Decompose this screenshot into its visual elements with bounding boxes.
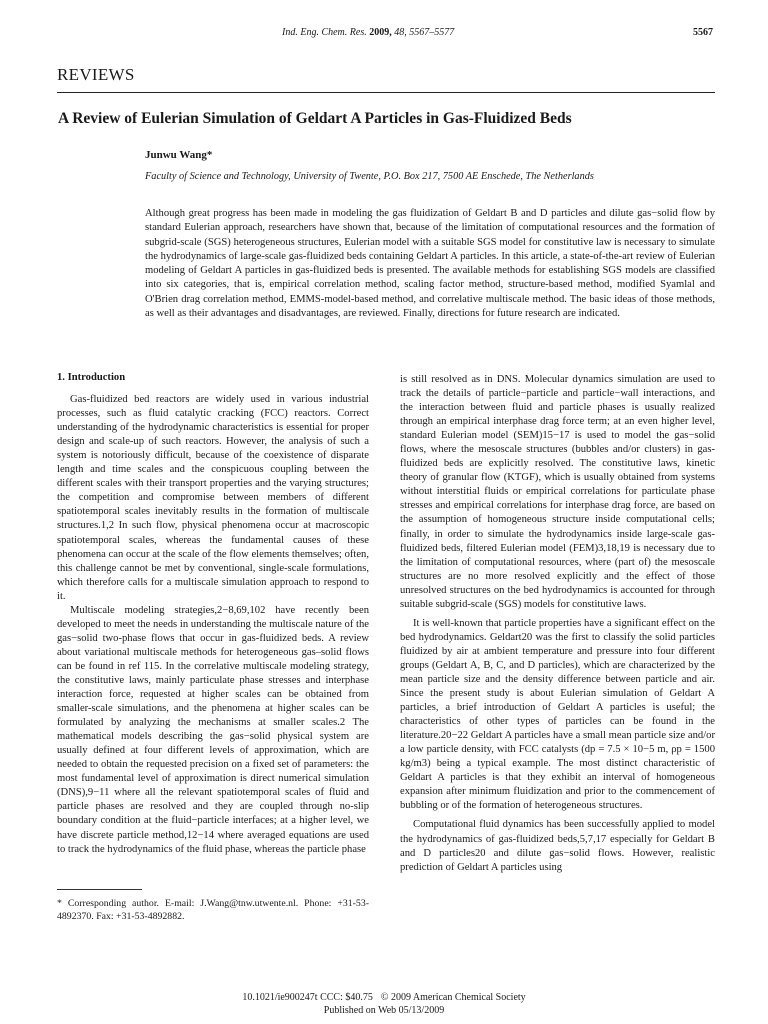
- left-column: [57, 371, 369, 857]
- intro-heading: 1. Introduction: [57, 372, 126, 383]
- page-footer: [0, 991, 768, 1017]
- journal-year: 2009,: [369, 27, 392, 38]
- paragraph: It is well-known that particle properties have a significant effect on the bed hydrodynamics. Geldart20 was the first to classify the solid particles fluidized by air at ambient temperature and pressure into four different groups (Geldart A, B, C, and D particles), which are characterized by the mean particle size and the density difference between particle and air. Since the present study is about Eulerian simulation of Geldart A particles, a brief introduction of Geldart A particles is useful; the characteristics of other types of particles can be found in the literature.20−22 Geldart A particles have a small mean particle size and/or a low particle density, with FCC catalysts (dp = 7.5 × 10−5 m, ρp = 1500 kg/m3) being a typical example. The most distinct characteristic of Geldart A particles is that they exhibit an interval of homogeneous expansion after minimum fluidization and prior to the commencement of bubbling or of the formation of heterogeneous structures.: [400, 617, 715, 812]
- paragraph: Computational fluid dynamics has been successfully applied to model the hydrodynamics of gas-fluidized beds,5,7,17 especially for Geldart B and D particles20 and dilute gas−solid flows. However, realistic prediction of Geldart A particles using: [400, 819, 715, 873]
- header-rule: [57, 92, 715, 93]
- doi-line: 10.1021/ie900247t CCC: $40.75: [242, 992, 373, 1003]
- paragraph: is still resolved as in DNS. Molecular dynamics simulation are used to track the details of particle−particle and particle−wall interactions, and the interaction between fluid and particle phases is usually realized through an empirical interphase drag force term; at an even higher level, standard Eulerian model (SEM)15−17 is used to model the gas−solid flows, where the mesoscale structures (bubbles and/or clusters) in gas-fluidized beds are explicitly resolved. The constitutive laws, kinetic theory of granular flow (KTGF), which is usually obtained from systems without interstitial fluids or empirical correlations for particulate phase stresses and empirical correlations for interphase drag force, are based on the assumption of homogeneous structure inside computational cells; finally, in order to simulate the hydrodynamics inside large-scale gas-fluidized beds, filtered Eulerian model (FEM)3,18,19 is necessary due to the limitation of computational resources, where (part of) the mesoscale structures are no more resolved explicitly and the effect of those unresolved structures on the bed hydrodynamics is accounted for through suitable subgrid-scale (SGS) models for constitutive laws.: [400, 374, 715, 610]
- corresponding-author-footnote: * Corresponding author. E-mail: J.Wang@tnw.utwente.nl. Phone: +31-53-4892370. Fax: +31-53-4892882.: [57, 898, 369, 922]
- running-header: [0, 27, 768, 43]
- author-affiliation: Faculty of Science and Technology, University of Twente, P.O. Box 217, 7500 AE Enschede, The Netherlands: [145, 171, 594, 182]
- abstract: Although great progress has been made in modeling the gas fluidization of Geldart B and D particles and dilute gas−solid flow by standard Eulerian approach, researchers have shown that, because of the limitation of computational resources and the formation of subgrid-scale (SGS) heterogeneous structures, Eulerian model with a suitable SGS model for constitutive law is necessary to simulate the hydrodynamics of large-scale gas-fluidized beds containing Geldart A particles. In this article, a state-of-the-art review of Eulerian modeling of Geldart A particles in gas-fluidized beds is presented. The available methods for establishing SGS models are classified into six categories, that is, empirical correlation method, scaling factor method, structure-based method, modified Syamlal and O'Brien drag correlation method, EMMS-model-based method, and correlative multiscale method. The basic ideas of those methods, as well as their advantages and disadvantages, are reviewed. Finally, directions for future research are indicated.: [145, 208, 715, 320]
- journal-citation: [282, 27, 454, 38]
- article-title: A Review of Eulerian Simulation of Geldart A Particles in Gas-Fluidized Beds: [58, 110, 572, 127]
- paragraph: Multiscale modeling strategies,2−8,69,102 have recently been developed to meet the needs in understanding the multiscale nature of the gas−solid two-phase flows that occur in gas-fluidized beds. A review about variational multiscale methods for heterogeneous gas–solid flows can be found in ref 115. In the correlative multiscale modeling strategy, the constitutive laws, mainly particulate phase stresses and interphase interaction force, requested at higher scales can be obtained from smaller-scale simulations, and the phenomena at higher scales can be formulated by analyzing the mechanisms at smaller scales.2 The mathematical models describing the gas−solid physical system are usually defined at four different levels of approximation, which are needed to obtain the requested precision on a fixed set of parameters: the most fundamental level of approximation is direct numerical simulation (DNS),9−11 where all the relevant spatiotemporal scales of fluid and particle phases are resolved and they are coupled through no-slip boundary condition at the fluid−particle interfaces; at a higher level, we have discrete particle method,12−14 where averaged equations are used to track the hydrodynamics of the fluid phase, whereas the particle phase: [57, 604, 369, 855]
- volume-pages: 48, 5567–5577: [394, 27, 455, 38]
- section-heading: REVIEWS: [57, 65, 135, 84]
- paragraph: Gas-fluidized bed reactors are widely used in various industrial processes, such as fluid catalytic cracking (FCC) reactors. Correct understanding of the hydrodynamic characteristics is essential for proper design and scale-up of such reactors. However, the analysis of such a system is notoriously difficult, because of the coexistence of disparate length and time scales and the conspicuous coupling between the different scales with their transport properties and the varying structures; the competition and compromise between members of different spatiotemporal scales inevitably results in the formation of multiscale structures.1,2 In such flow, physical phenomena occur at macroscopic spatiotemporal scales, whereas the fundamental causes of these phenomena can occur at the scale of the flow elements themselves; often, this challenge cannot be met by conventional, single-scale formulations, which therefore calls for a multiscale simulation approach to respond to it.: [57, 394, 369, 602]
- author-name: Junwu Wang*: [145, 149, 213, 161]
- copyright-line: © 2009 American Chemical Society: [380, 992, 526, 1003]
- publication-date: Published on Web 05/13/2009: [323, 1005, 445, 1016]
- journal-name: Ind. Eng. Chem. Res.: [282, 27, 367, 38]
- footnote-rule: [57, 889, 142, 890]
- right-column: [400, 373, 715, 875]
- page-number: 5567: [693, 27, 713, 38]
